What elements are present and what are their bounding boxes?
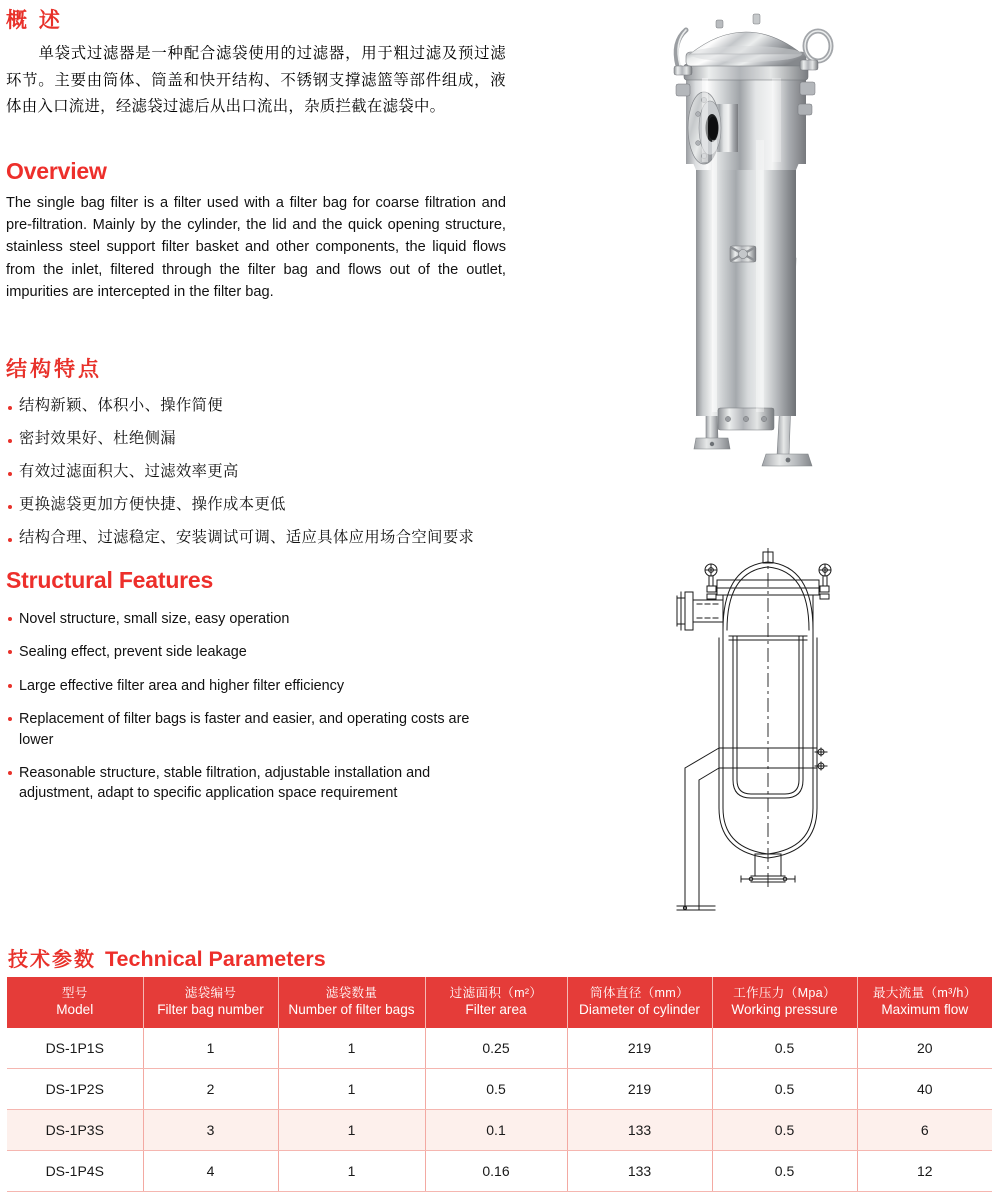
cell-filter-area: 0.5: [425, 1068, 567, 1109]
cell-filter-bag-number: 2: [143, 1068, 278, 1109]
spacer: [6, 548, 506, 566]
list-item: Sealing effect, prevent side leakage: [6, 642, 506, 662]
tech-parameters-title: [8, 943, 326, 972]
list-item: 结构新颖、体积小、操作简便: [6, 396, 506, 416]
list-item: Large effective filter area and higher filter efficiency: [6, 676, 506, 696]
cell-model: DS-1P1S: [7, 1028, 143, 1069]
mid-drain-fitting: [730, 246, 756, 262]
table-row: [7, 1150, 992, 1191]
col-header-number-of-filter-bags: [278, 977, 425, 1028]
swing-bolt-left-drawing: [705, 564, 717, 599]
col-header-cn: 滤袋数量: [325, 986, 378, 1000]
swing-bolt-right-drawing: [819, 564, 831, 599]
col-header-cn: 型号: [61, 986, 88, 1000]
col-header-diameter-of-cylinder: [567, 977, 712, 1028]
cell-filter-area: 0.1: [425, 1109, 567, 1150]
col-header-cn: 最大流量（m³/h）: [872, 986, 977, 1000]
col-header-filter-bag-number: [143, 977, 278, 1028]
col-header-en: Diameter of cylinder: [579, 1002, 700, 1018]
list-item: 结构合理、过滤稳定、安装调试可调、适应具体应用场合空间要求: [6, 528, 506, 548]
list-item: 密封效果好、杜绝侧漏: [6, 429, 506, 449]
col-header-en: Filter bag number: [157, 1002, 264, 1018]
col-header-working-pressure: [712, 977, 857, 1028]
bag-filter-vessel-illustration: [660, 8, 1000, 478]
technical-line-drawing: [655, 540, 1000, 915]
col-header-en: Filter area: [465, 1002, 527, 1018]
cell-filter-area: 0.25: [425, 1028, 567, 1069]
features-heading-en: Structural Features: [6, 566, 214, 593]
cell-model: DS-1P2S: [7, 1068, 143, 1109]
cell-diameter-of-cylinder: 219: [567, 1028, 712, 1069]
spacer: [6, 303, 506, 357]
col-header-en: Maximum flow: [881, 1002, 969, 1018]
cell-filter-area: 0.16: [425, 1150, 567, 1191]
col-header-en: Number of filter bags: [288, 1002, 415, 1018]
col-header-cn: 筒体直径（mm）: [590, 986, 689, 1000]
col-header-cn: 滤袋编号: [184, 986, 237, 1000]
clamp-ring: [684, 64, 808, 80]
table-header-row: [7, 977, 992, 1028]
lid-vent-left: [716, 20, 723, 28]
overview-body-en: The single bag filter is a filter used with a filter bag for coarse filtration and pre-filtration. Mainly by the cylinder, the lid and the quick opening structure, stainless steel support filter basket and other components, the liquid flows from the inlet, filtered through the filter bag and flows out of the outlet, impurities are intercepted in the filter bag.: [6, 194, 506, 300]
cell-model: DS-1P4S: [7, 1150, 143, 1191]
table-row: [7, 1028, 992, 1069]
table-row: [7, 1068, 992, 1109]
bag-filter-cross-section-svg: [655, 540, 1000, 915]
table-row: [7, 1109, 992, 1150]
features-heading-cn: 结构特点: [6, 358, 102, 382]
features-list-cn: [6, 396, 506, 547]
cell-maximum-flow: 20: [857, 1028, 992, 1069]
spacer: [6, 121, 506, 157]
overview-heading-cn: 概 述: [6, 9, 63, 32]
tech-parameters-title-cn: 技术参数: [8, 949, 96, 971]
col-header-en: Model: [56, 1002, 94, 1018]
cell-working-pressure: 0.5: [712, 1109, 857, 1150]
col-header-en: Working pressure: [731, 1002, 838, 1018]
list-item: 更换滤袋更加方便快捷、操作成本更低: [6, 495, 506, 515]
list-item: Replacement of filter bags is faster and easier, and operating costs are lower: [6, 709, 506, 750]
cell-diameter-of-cylinder: 133: [567, 1109, 712, 1150]
list-item: Novel structure, small size, easy operation: [6, 609, 506, 629]
cell-diameter-of-cylinder: 133: [567, 1150, 712, 1191]
cell-number-of-filter-bags: 1: [278, 1109, 425, 1150]
cell-maximum-flow: 40: [857, 1068, 992, 1109]
cell-filter-bag-number: 1: [143, 1028, 278, 1069]
cell-working-pressure: 0.5: [712, 1028, 857, 1069]
cell-diameter-of-cylinder: 219: [567, 1068, 712, 1109]
cell-working-pressure: 0.5: [712, 1068, 857, 1109]
cell-filter-bag-number: 4: [143, 1150, 278, 1191]
cell-number-of-filter-bags: 1: [278, 1150, 425, 1191]
cell-maximum-flow: 12: [857, 1150, 992, 1191]
cell-number-of-filter-bags: 1: [278, 1068, 425, 1109]
cell-model: DS-1P3S: [7, 1109, 143, 1150]
cell-working-pressure: 0.5: [712, 1150, 857, 1191]
cell-filter-bag-number: 3: [143, 1109, 278, 1150]
cell-number-of-filter-bags: 1: [278, 1028, 425, 1069]
list-item: 有效过滤面积大、过滤效率更高: [6, 462, 506, 482]
tech-parameters-title-en: Technical Parameters: [105, 947, 326, 971]
overview-body-cn-text: 单袋式过滤器是一种配合滤袋使用的过滤器，用于粗过滤及预过滤环节。主要由筒体、筒盖和快开结构、不锈钢支撑滤篮等部件组成，液体由入口流进，经滤袋过滤后从出口流出，杂质拦截在滤袋中。: [6, 45, 506, 116]
left-text-column: [6, 8, 506, 804]
product-photo: [660, 8, 1000, 478]
col-header-filter-area: [425, 977, 567, 1028]
cell-maximum-flow: 6: [857, 1109, 992, 1150]
tech-parameters-table: [7, 977, 992, 1192]
list-item: Reasonable structure, stable filtration, adjustable installation and adjustment, adapt to specific application space requirement: [6, 763, 506, 804]
col-header-cn: 工作压力（Mpa）: [733, 986, 836, 1000]
col-header-maximum-flow: [857, 977, 992, 1028]
features-list-en: [6, 609, 506, 804]
overview-body-cn: [6, 41, 506, 120]
overview-heading-en: Overview: [6, 157, 107, 184]
lid-vent-right: [753, 14, 760, 24]
col-header-model: [7, 977, 143, 1028]
table-body: [7, 1028, 992, 1192]
col-header-cn: 过滤面积（m²）: [449, 986, 543, 1000]
